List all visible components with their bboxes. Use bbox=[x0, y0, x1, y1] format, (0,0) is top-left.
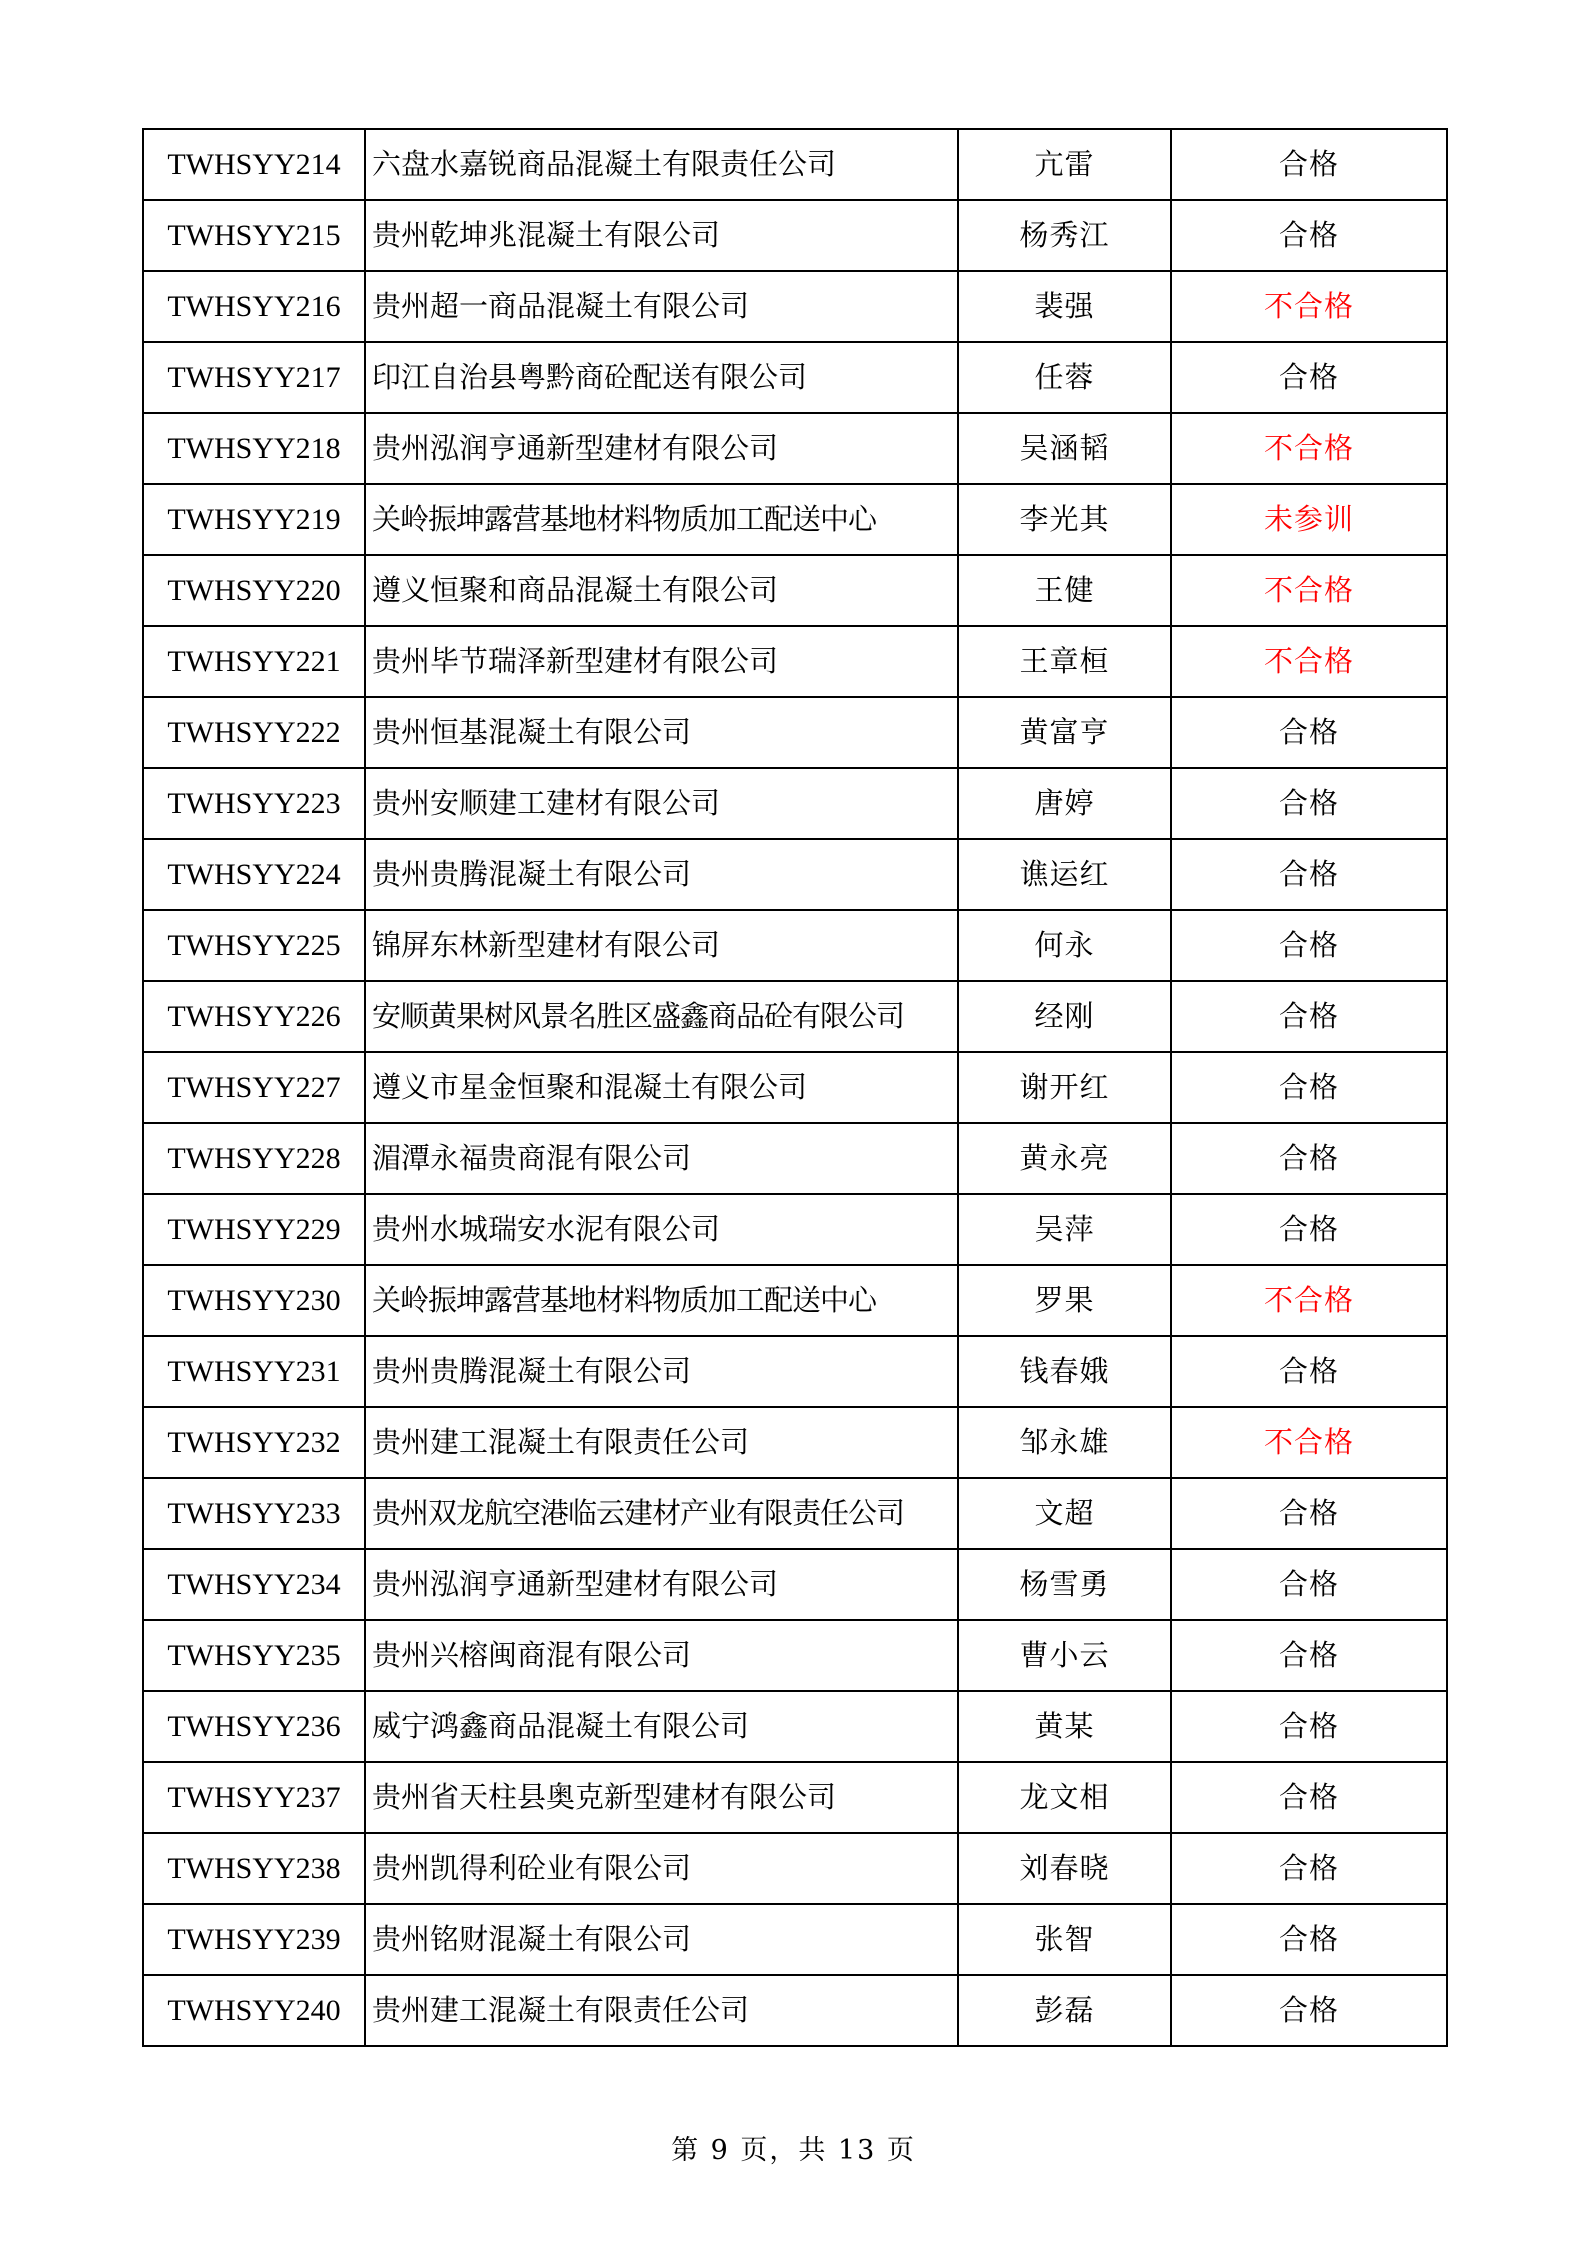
certificate-id-cell: TWHSYY219 bbox=[143, 484, 365, 555]
result-cell: 合格 bbox=[1171, 697, 1447, 768]
company-name-cell: 贵州恒基混凝土有限公司 bbox=[365, 697, 958, 768]
company-name-cell: 湄潭永福贵商混有限公司 bbox=[365, 1123, 958, 1194]
company-name-cell: 遵义市星金恒聚和混凝土有限公司 bbox=[365, 1052, 958, 1123]
company-name-cell: 贵州建工混凝土有限责任公司 bbox=[365, 1407, 958, 1478]
company-name-cell: 贵州乾坤兆混凝土有限公司 bbox=[365, 200, 958, 271]
results-table-body bbox=[143, 129, 1447, 2046]
table-row bbox=[143, 555, 1447, 626]
certificate-id-cell: TWHSYY237 bbox=[143, 1762, 365, 1833]
table-row bbox=[143, 1407, 1447, 1478]
certificate-id-cell: TWHSYY238 bbox=[143, 1833, 365, 1904]
table-row bbox=[143, 1123, 1447, 1194]
person-name-cell: 彭磊 bbox=[958, 1975, 1171, 2046]
person-name-cell: 黄永亮 bbox=[958, 1123, 1171, 1194]
certificate-id-cell: TWHSYY222 bbox=[143, 697, 365, 768]
company-name-cell: 贵州安顺建工建材有限公司 bbox=[365, 768, 958, 839]
person-name-cell: 黄富亨 bbox=[958, 697, 1171, 768]
table-row bbox=[143, 1478, 1447, 1549]
table-row bbox=[143, 1336, 1447, 1407]
company-name-cell: 锦屏东林新型建材有限公司 bbox=[365, 910, 958, 981]
company-name-cell: 印江自治县粤黔商砼配送有限公司 bbox=[365, 342, 958, 413]
certificate-id-cell: TWHSYY235 bbox=[143, 1620, 365, 1691]
certificate-id-cell: TWHSYY217 bbox=[143, 342, 365, 413]
table-row bbox=[143, 1549, 1447, 1620]
company-name-cell: 关岭振坤露营基地材料物质加工配送中心 bbox=[365, 484, 958, 555]
person-name-cell: 钱春娥 bbox=[958, 1336, 1171, 1407]
result-cell: 不合格 bbox=[1171, 413, 1447, 484]
result-cell: 合格 bbox=[1171, 129, 1447, 200]
person-name-cell: 杨雪勇 bbox=[958, 1549, 1171, 1620]
certificate-id-cell: TWHSYY224 bbox=[143, 839, 365, 910]
result-cell: 合格 bbox=[1171, 1194, 1447, 1265]
result-cell: 合格 bbox=[1171, 1052, 1447, 1123]
person-name-cell: 王健 bbox=[958, 555, 1171, 626]
table-row bbox=[143, 200, 1447, 271]
certificate-id-cell: TWHSYY225 bbox=[143, 910, 365, 981]
person-name-cell: 杨秀江 bbox=[958, 200, 1171, 271]
person-name-cell: 张智 bbox=[958, 1904, 1171, 1975]
person-name-cell: 谢开红 bbox=[958, 1052, 1171, 1123]
company-name-cell: 威宁鸿鑫商品混凝土有限公司 bbox=[365, 1691, 958, 1762]
company-name-cell: 贵州贵腾混凝土有限公司 bbox=[365, 839, 958, 910]
company-name-cell: 贵州泓润亨通新型建材有限公司 bbox=[365, 1549, 958, 1620]
result-cell: 合格 bbox=[1171, 1336, 1447, 1407]
certificate-id-cell: TWHSYY214 bbox=[143, 129, 365, 200]
result-cell: 合格 bbox=[1171, 768, 1447, 839]
person-name-cell: 谯运红 bbox=[958, 839, 1171, 910]
result-cell: 合格 bbox=[1171, 342, 1447, 413]
table-row bbox=[143, 484, 1447, 555]
result-cell: 不合格 bbox=[1171, 555, 1447, 626]
result-cell: 合格 bbox=[1171, 1478, 1447, 1549]
table-row bbox=[143, 1265, 1447, 1336]
result-cell: 合格 bbox=[1171, 1123, 1447, 1194]
person-name-cell: 亢雷 bbox=[958, 129, 1171, 200]
company-name-cell: 贵州建工混凝土有限责任公司 bbox=[365, 1975, 958, 2046]
certificate-id-cell: TWHSYY239 bbox=[143, 1904, 365, 1975]
result-cell: 合格 bbox=[1171, 1549, 1447, 1620]
certificate-id-cell: TWHSYY216 bbox=[143, 271, 365, 342]
certificate-id-cell: TWHSYY218 bbox=[143, 413, 365, 484]
result-cell: 合格 bbox=[1171, 1833, 1447, 1904]
company-name-cell: 贵州双龙航空港临云建材产业有限责任公司 bbox=[365, 1478, 958, 1549]
person-name-cell: 邹永雄 bbox=[958, 1407, 1171, 1478]
certificate-id-cell: TWHSYY232 bbox=[143, 1407, 365, 1478]
results-table bbox=[142, 128, 1448, 2047]
certificate-id-cell: TWHSYY226 bbox=[143, 981, 365, 1052]
result-cell: 不合格 bbox=[1171, 1407, 1447, 1478]
certificate-id-cell: TWHSYY229 bbox=[143, 1194, 365, 1265]
table-row bbox=[143, 1762, 1447, 1833]
person-name-cell: 刘春晓 bbox=[958, 1833, 1171, 1904]
person-name-cell: 经刚 bbox=[958, 981, 1171, 1052]
table-row bbox=[143, 910, 1447, 981]
table-row bbox=[143, 839, 1447, 910]
result-cell: 未参训 bbox=[1171, 484, 1447, 555]
result-cell: 合格 bbox=[1171, 1620, 1447, 1691]
person-name-cell: 黄某 bbox=[958, 1691, 1171, 1762]
certificate-id-cell: TWHSYY234 bbox=[143, 1549, 365, 1620]
table-row bbox=[143, 271, 1447, 342]
person-name-cell: 裴强 bbox=[958, 271, 1171, 342]
company-name-cell: 贵州凯得利砼业有限公司 bbox=[365, 1833, 958, 1904]
result-cell: 不合格 bbox=[1171, 1265, 1447, 1336]
certificate-id-cell: TWHSYY220 bbox=[143, 555, 365, 626]
certificate-id-cell: TWHSYY215 bbox=[143, 200, 365, 271]
company-name-cell: 六盘水嘉锐商品混凝土有限责任公司 bbox=[365, 129, 958, 200]
person-name-cell: 王章桓 bbox=[958, 626, 1171, 697]
result-cell: 合格 bbox=[1171, 839, 1447, 910]
table-row bbox=[143, 1052, 1447, 1123]
certificate-id-cell: TWHSYY231 bbox=[143, 1336, 365, 1407]
person-name-cell: 龙文相 bbox=[958, 1762, 1171, 1833]
result-cell: 合格 bbox=[1171, 200, 1447, 271]
table-row bbox=[143, 1194, 1447, 1265]
person-name-cell: 文超 bbox=[958, 1478, 1171, 1549]
company-name-cell: 贵州铭财混凝土有限公司 bbox=[365, 1904, 958, 1975]
company-name-cell: 贵州省天柱县奥克新型建材有限公司 bbox=[365, 1762, 958, 1833]
certificate-id-cell: TWHSYY240 bbox=[143, 1975, 365, 2046]
company-name-cell: 贵州水城瑞安水泥有限公司 bbox=[365, 1194, 958, 1265]
person-name-cell: 李光其 bbox=[958, 484, 1171, 555]
person-name-cell: 何永 bbox=[958, 910, 1171, 981]
company-name-cell: 贵州超一商品混凝土有限公司 bbox=[365, 271, 958, 342]
table-row bbox=[143, 413, 1447, 484]
table-row bbox=[143, 626, 1447, 697]
page-footer: 第 9 页，共 13 页 bbox=[671, 2135, 916, 2166]
company-name-cell: 关岭振坤露营基地材料物质加工配送中心 bbox=[365, 1265, 958, 1336]
company-name-cell: 安顺黄果树风景名胜区盛鑫商品砼有限公司 bbox=[365, 981, 958, 1052]
table-row bbox=[143, 1904, 1447, 1975]
result-cell: 合格 bbox=[1171, 1691, 1447, 1762]
certificate-id-cell: TWHSYY233 bbox=[143, 1478, 365, 1549]
certificate-id-cell: TWHSYY230 bbox=[143, 1265, 365, 1336]
company-name-cell: 贵州贵腾混凝土有限公司 bbox=[365, 1336, 958, 1407]
result-cell: 合格 bbox=[1171, 1904, 1447, 1975]
table-row bbox=[143, 768, 1447, 839]
company-name-cell: 贵州毕节瑞泽新型建材有限公司 bbox=[365, 626, 958, 697]
person-name-cell: 吴萍 bbox=[958, 1194, 1171, 1265]
result-cell: 合格 bbox=[1171, 981, 1447, 1052]
result-cell: 不合格 bbox=[1171, 626, 1447, 697]
person-name-cell: 罗果 bbox=[958, 1265, 1171, 1336]
certificate-id-cell: TWHSYY221 bbox=[143, 626, 365, 697]
company-name-cell: 贵州泓润亨通新型建材有限公司 bbox=[365, 413, 958, 484]
table-row bbox=[143, 129, 1447, 200]
table-row bbox=[143, 342, 1447, 413]
result-cell: 合格 bbox=[1171, 1975, 1447, 2046]
certificate-id-cell: TWHSYY223 bbox=[143, 768, 365, 839]
table-row bbox=[143, 1975, 1447, 2046]
table-row bbox=[143, 1833, 1447, 1904]
table-row bbox=[143, 981, 1447, 1052]
person-name-cell: 任蓉 bbox=[958, 342, 1171, 413]
person-name-cell: 吴涵韬 bbox=[958, 413, 1171, 484]
person-name-cell: 曹小云 bbox=[958, 1620, 1171, 1691]
table-row bbox=[143, 697, 1447, 768]
certificate-id-cell: TWHSYY236 bbox=[143, 1691, 365, 1762]
result-cell: 合格 bbox=[1171, 910, 1447, 981]
result-cell: 不合格 bbox=[1171, 271, 1447, 342]
table-row bbox=[143, 1620, 1447, 1691]
certificate-id-cell: TWHSYY228 bbox=[143, 1123, 365, 1194]
table-row bbox=[143, 1691, 1447, 1762]
company-name-cell: 贵州兴榕闽商混有限公司 bbox=[365, 1620, 958, 1691]
certificate-id-cell: TWHSYY227 bbox=[143, 1052, 365, 1123]
result-cell: 合格 bbox=[1171, 1762, 1447, 1833]
company-name-cell: 遵义恒聚和商品混凝土有限公司 bbox=[365, 555, 958, 626]
person-name-cell: 唐婷 bbox=[958, 768, 1171, 839]
